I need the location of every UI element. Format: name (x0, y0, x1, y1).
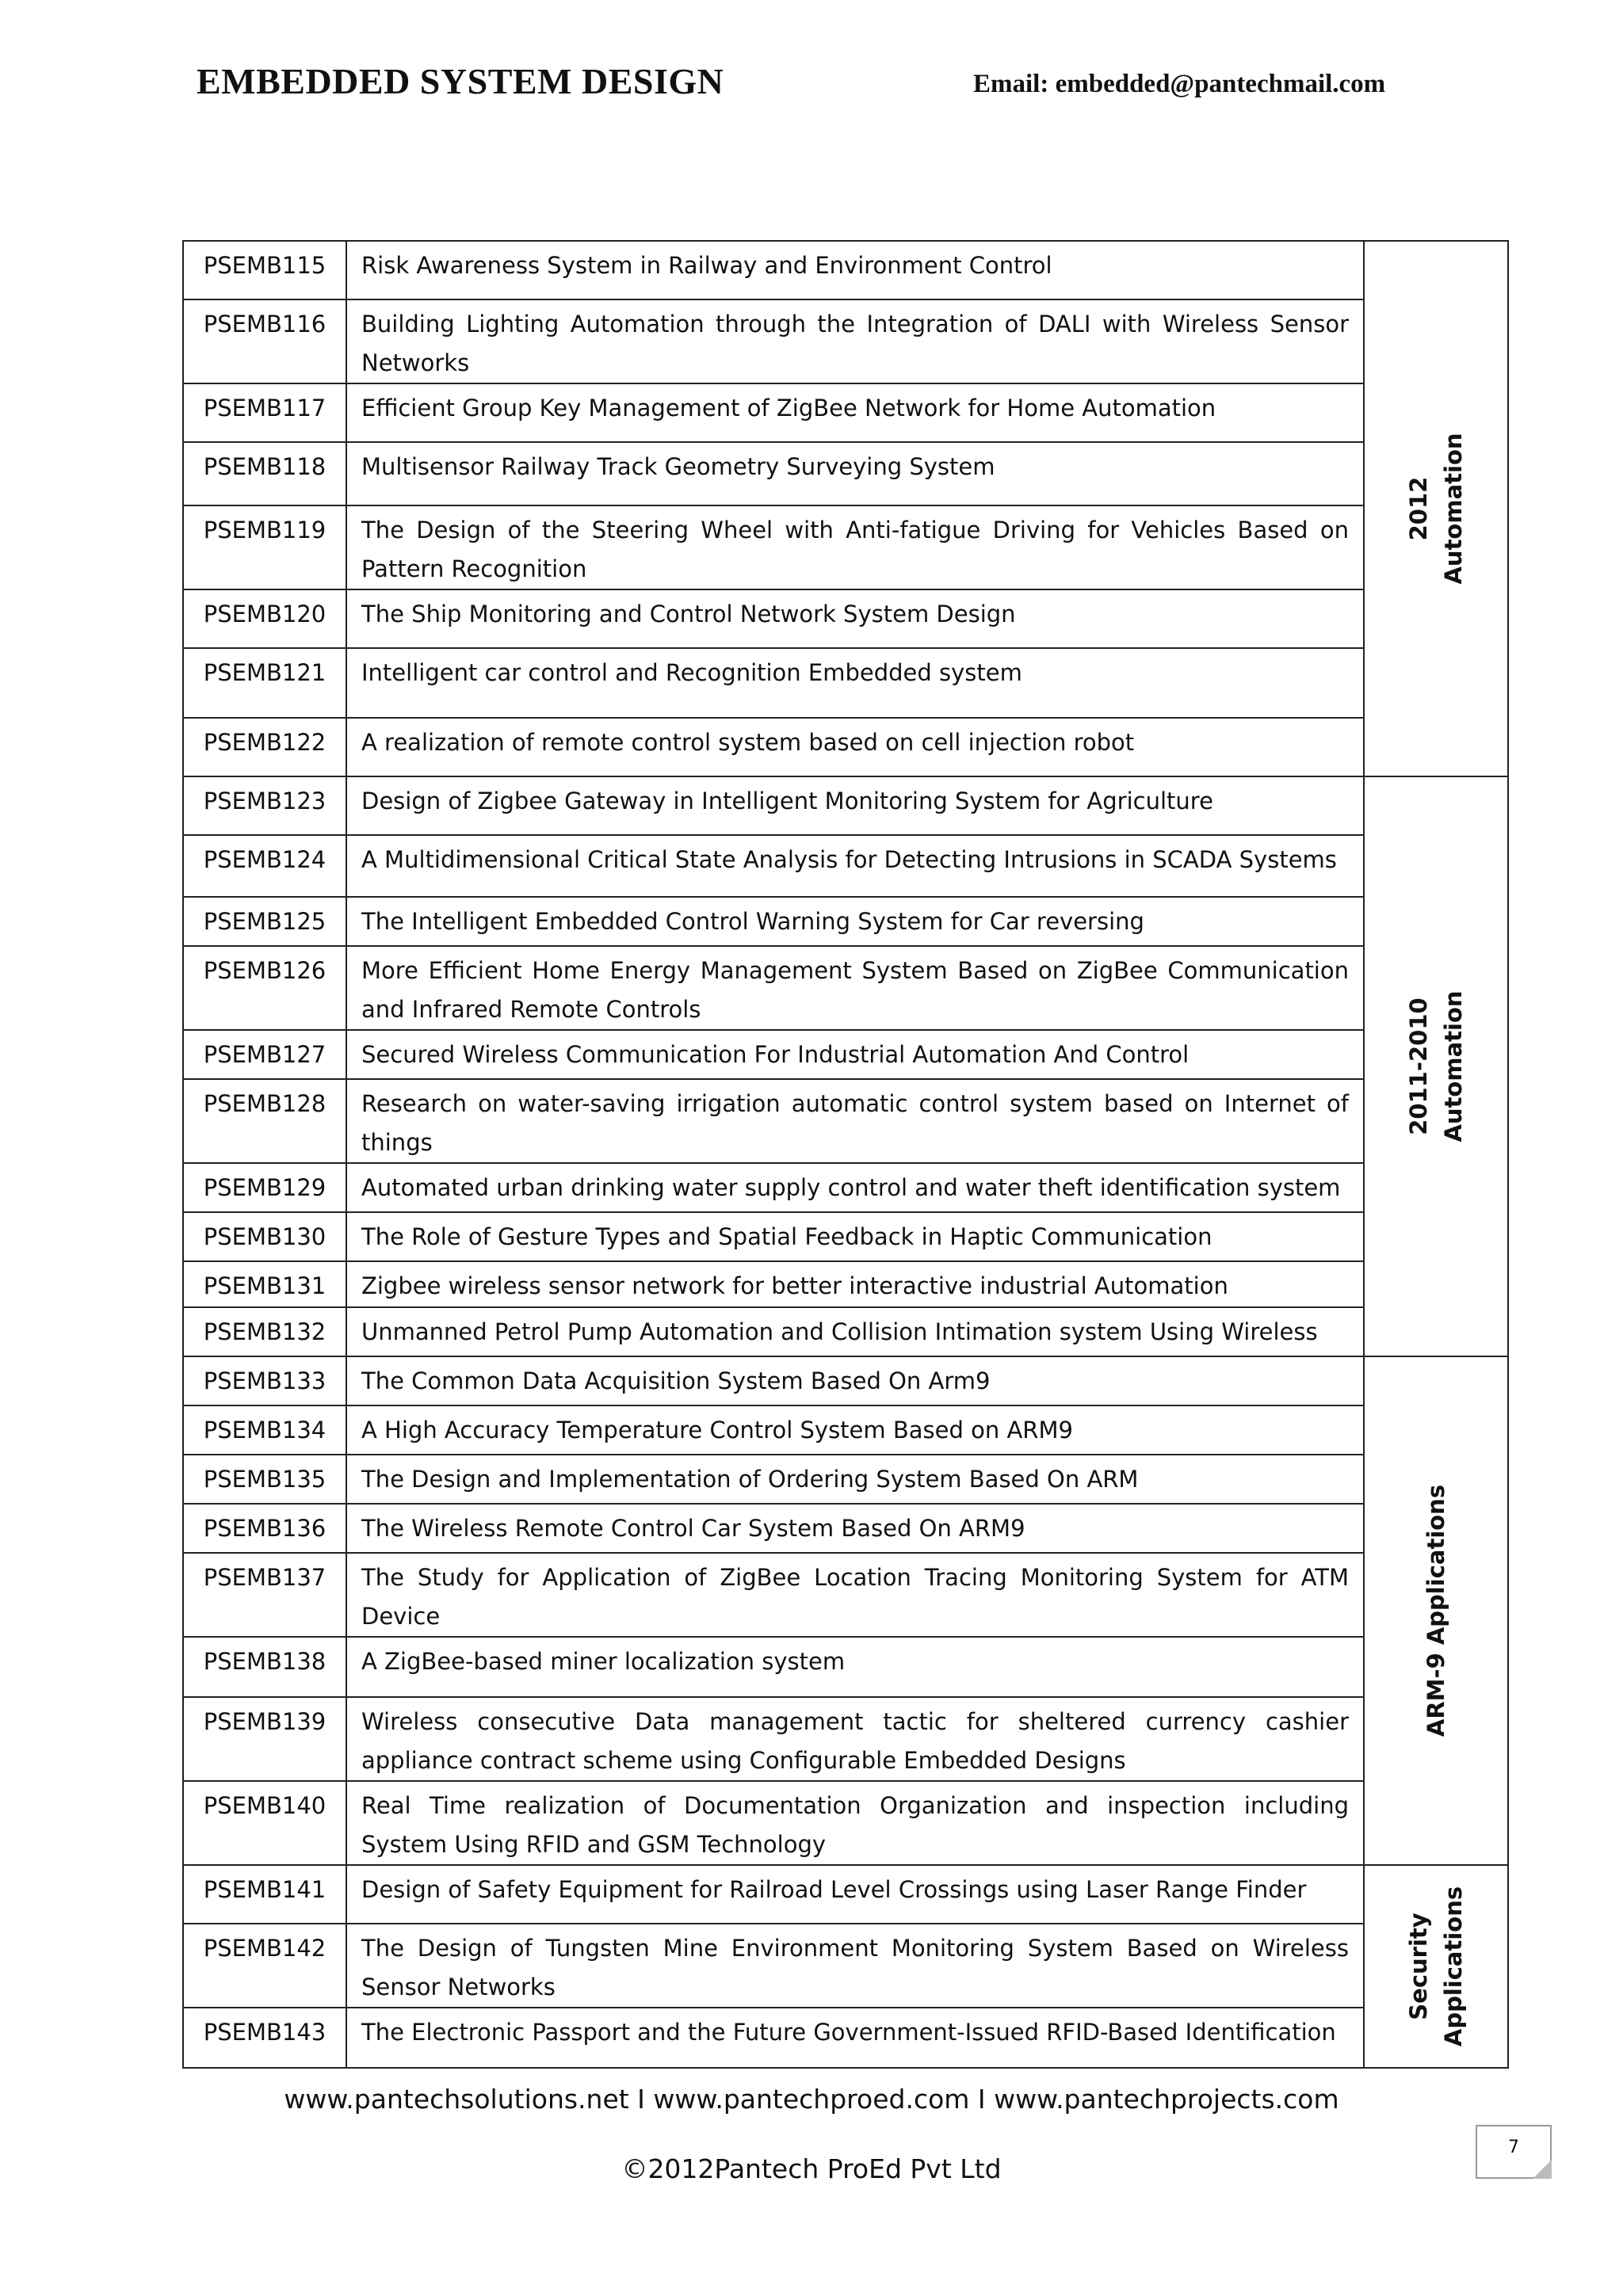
table-row (183, 241, 1508, 299)
category-label (1401, 433, 1471, 584)
project-code: PSEMB138 (183, 1637, 346, 1697)
project-title: A realization of remote control system based on cell injection robot (346, 718, 1364, 776)
page-curl-icon (1533, 2160, 1552, 2179)
category-cell (1364, 776, 1508, 1356)
table-row (183, 1163, 1508, 1212)
project-title: Wireless consecutive Data management tactic for sheltered currency cashier appliance contract scheme using Configurable Embedded Designs (346, 1697, 1364, 1781)
page-number: 7 (1508, 2138, 1519, 2157)
table-row (183, 897, 1508, 946)
project-title: Risk Awareness System in Railway and Environment Control (346, 241, 1364, 299)
project-title: The Design of Tungsten Mine Environment Monitoring System Based on Wireless Sensor Networks (346, 1924, 1364, 2008)
project-title: Real Time realization of Documentation Organization and inspection including System Using RFID and GSM Technology (346, 1781, 1364, 1865)
project-code: PSEMB121 (183, 648, 346, 718)
project-title: Efficient Group Key Management of ZigBee Network for Home Automation (346, 383, 1364, 442)
table-row (183, 1356, 1508, 1405)
header-email: Email: embedded@pantechmail.com (973, 70, 1386, 98)
project-code: PSEMB118 (183, 442, 346, 505)
project-code: PSEMB115 (183, 241, 346, 299)
project-code: PSEMB139 (183, 1697, 346, 1781)
project-code: PSEMB129 (183, 1163, 346, 1212)
project-code: PSEMB137 (183, 1553, 346, 1637)
project-title: A ZigBee-based miner localization system (346, 1637, 1364, 1697)
project-title: The Wireless Remote Control Car System Based On ARM9 (346, 1504, 1364, 1553)
table-row (183, 1307, 1508, 1356)
table-row (183, 1455, 1508, 1504)
category-cell (1364, 1865, 1508, 2068)
project-code: PSEMB124 (183, 835, 346, 897)
table-row (183, 1504, 1508, 1553)
category-cell (1364, 241, 1508, 776)
table-row (183, 1781, 1508, 1865)
project-title: Automated urban drinking water supply control and water theft identification system (346, 1163, 1364, 1212)
project-code: PSEMB126 (183, 946, 346, 1030)
project-title: Zigbee wireless sensor network for better interactive industrial Automation (346, 1261, 1364, 1307)
table-row (183, 1261, 1508, 1307)
project-title: More Efficient Home Energy Management System Based on ZigBee Communication and Infrared Remote Controls (346, 946, 1364, 1030)
project-code: PSEMB130 (183, 1212, 346, 1261)
table-row (183, 383, 1508, 442)
table-row (183, 442, 1508, 505)
project-title: The Ship Monitoring and Control Network System Design (346, 589, 1364, 648)
category-label (1419, 1485, 1453, 1737)
table-row (183, 1924, 1508, 2008)
table-row (183, 589, 1508, 648)
project-table (182, 240, 1509, 2069)
project-title: Intelligent car control and Recognition Embedded system (346, 648, 1364, 718)
table-row (183, 2008, 1508, 2068)
category-label-line: Automation (1440, 433, 1467, 585)
project-code: PSEMB131 (183, 1261, 346, 1307)
project-title: Building Lighting Automation through the Integration of DALI with Wireless Sensor Networks (346, 299, 1364, 383)
project-code: PSEMB120 (183, 589, 346, 648)
project-code: PSEMB125 (183, 897, 346, 946)
footer-copyright: ©2012Pantech ProEd Pvt Ltd (621, 2153, 1002, 2184)
project-title: Design of Safety Equipment for Railroad Level Crossings using Laser Range Finder (346, 1865, 1364, 1924)
project-title: The Role of Gesture Types and Spatial Feedback in Haptic Communication (346, 1212, 1364, 1261)
table-row (183, 1079, 1508, 1163)
table-row (183, 505, 1508, 589)
table-row (183, 1697, 1508, 1781)
project-code: PSEMB116 (183, 299, 346, 383)
project-title: The Study for Application of ZigBee Location Tracing Monitoring System for ATM Device (346, 1553, 1364, 1637)
project-code: PSEMB128 (183, 1079, 346, 1163)
project-title: The Design of the Steering Wheel with Anti-fatigue Driving for Vehicles Based on Pattern Recognition (346, 505, 1364, 589)
project-table-body (183, 241, 1508, 2068)
category-label-line: Security (1405, 1913, 1432, 2020)
project-code: PSEMB123 (183, 776, 346, 835)
project-code: PSEMB143 (183, 2008, 346, 2068)
table-row (183, 299, 1508, 383)
project-title: The Electronic Passport and the Future Government-Issued RFID-Based Identification (346, 2008, 1364, 2068)
category-label-line: 2011-2010 (1405, 997, 1432, 1135)
project-title: Secured Wireless Communication For Industrial Automation And Control (346, 1030, 1364, 1079)
project-code: PSEMB119 (183, 505, 346, 589)
table-row (183, 648, 1508, 718)
category-label-line: Applications (1440, 1886, 1467, 2047)
project-code: PSEMB140 (183, 1781, 346, 1865)
project-code: PSEMB122 (183, 718, 346, 776)
project-code: PSEMB133 (183, 1356, 346, 1405)
project-title: The Design and Implementation of Ordering System Based On ARM (346, 1455, 1364, 1504)
table-row (183, 1553, 1508, 1637)
project-code: PSEMB132 (183, 1307, 346, 1356)
project-code: PSEMB134 (183, 1405, 346, 1455)
table-row (183, 718, 1508, 776)
table-row (183, 1865, 1508, 1924)
project-title: A Multidimensional Critical State Analysis for Detecting Intrusions in SCADA Systems (346, 835, 1364, 897)
footer-links: www.pantechsolutions.net I www.pantechproed.com I www.pantechprojects.com (284, 2084, 1339, 2115)
project-title: The Intelligent Embedded Control Warning System for Car reversing (346, 897, 1364, 946)
page-number-box (1476, 2125, 1552, 2179)
category-label (1401, 1886, 1471, 2046)
project-code: PSEMB136 (183, 1504, 346, 1553)
category-label-line: 2012 (1405, 476, 1432, 541)
project-code: PSEMB142 (183, 1924, 346, 2008)
table-row (183, 776, 1508, 835)
table-row (183, 1030, 1508, 1079)
project-title: Design of Zigbee Gateway in Intelligent Monitoring System for Agriculture (346, 776, 1364, 835)
table-row (183, 946, 1508, 1030)
category-label-line: Automation (1440, 990, 1467, 1142)
table-row (183, 1405, 1508, 1455)
category-cell (1364, 1356, 1508, 1865)
project-code: PSEMB127 (183, 1030, 346, 1079)
project-title: Multisensor Railway Track Geometry Surveying System (346, 442, 1364, 505)
category-label-line: ARM-9 Applications (1423, 1484, 1449, 1737)
table-row (183, 835, 1508, 897)
category-label (1401, 990, 1471, 1142)
project-title: Research on water-saving irrigation automatic control system based on Internet of things (346, 1079, 1364, 1163)
project-code: PSEMB117 (183, 383, 346, 442)
project-code: PSEMB135 (183, 1455, 346, 1504)
project-code: PSEMB141 (183, 1865, 346, 1924)
document-title: EMBEDDED SYSTEM DESIGN (197, 61, 724, 101)
project-title: The Common Data Acquisition System Based On Arm9 (346, 1356, 1364, 1405)
project-title: A High Accuracy Temperature Control System Based on ARM9 (346, 1405, 1364, 1455)
table-row (183, 1212, 1508, 1261)
table-row (183, 1637, 1508, 1697)
project-title: Unmanned Petrol Pump Automation and Collision Intimation system Using Wireless (346, 1307, 1364, 1356)
